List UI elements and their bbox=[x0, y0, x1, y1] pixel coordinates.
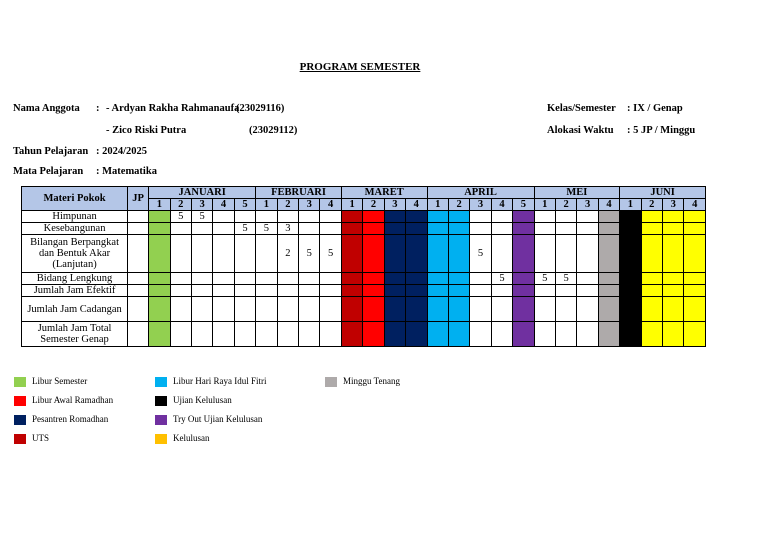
week-cell bbox=[149, 297, 170, 322]
week-cell bbox=[577, 297, 598, 322]
materi-cell: Kesebangunan bbox=[22, 223, 128, 235]
week-cell bbox=[384, 285, 405, 297]
week-cell bbox=[149, 211, 170, 223]
month-header: JUNI bbox=[620, 187, 706, 199]
week-header: 4 bbox=[406, 199, 427, 211]
month-header: JANUARI bbox=[149, 187, 256, 199]
week-header: 3 bbox=[299, 199, 320, 211]
week-cell bbox=[384, 297, 405, 322]
week-cell bbox=[620, 223, 641, 235]
week-cell bbox=[470, 223, 491, 235]
week-cell bbox=[341, 285, 362, 297]
week-header: 1 bbox=[149, 199, 170, 211]
week-cell: 5 bbox=[320, 235, 341, 273]
legend-item bbox=[14, 376, 87, 387]
week-cell bbox=[598, 273, 619, 285]
week-cell bbox=[448, 285, 469, 297]
month-header-row bbox=[22, 187, 706, 199]
week-cell bbox=[577, 273, 598, 285]
week-cell bbox=[448, 223, 469, 235]
week-cell bbox=[256, 322, 277, 347]
month-header: APRIL bbox=[427, 187, 534, 199]
week-cell bbox=[234, 235, 255, 273]
week-cell bbox=[234, 285, 255, 297]
legend-label: Libur Semester bbox=[32, 376, 88, 386]
jp-cell bbox=[128, 285, 149, 297]
week-cell: 5 bbox=[234, 223, 255, 235]
week-cell bbox=[470, 297, 491, 322]
legend-item bbox=[155, 414, 262, 425]
week-cell: 5 bbox=[470, 235, 491, 273]
week-header: 3 bbox=[662, 199, 683, 211]
legend-swatch bbox=[14, 434, 26, 444]
week-cell bbox=[234, 297, 255, 322]
week-cell bbox=[555, 211, 576, 223]
week-cell: 2 bbox=[277, 235, 298, 273]
jp-cell bbox=[128, 322, 149, 347]
table-row bbox=[22, 285, 706, 297]
week-cell bbox=[641, 273, 662, 285]
week-header: 2 bbox=[277, 199, 298, 211]
week-cell bbox=[620, 297, 641, 322]
week-cell bbox=[598, 235, 619, 273]
week-cell bbox=[363, 235, 384, 273]
legend-label: Libur Hari Raya Idul Fitri bbox=[173, 376, 267, 386]
header-jp: JP bbox=[128, 187, 149, 211]
week-cell bbox=[534, 285, 555, 297]
week-cell bbox=[341, 235, 362, 273]
materi-cell: Bilangan Berpangkat dan Bentuk Akar (Lanjutan) bbox=[22, 235, 128, 273]
week-cell bbox=[577, 211, 598, 223]
legend-swatch bbox=[14, 415, 26, 425]
week-cell bbox=[513, 297, 534, 322]
legend-label: Minggu Tenang bbox=[343, 376, 400, 386]
alokasi-label: Alokasi Waktu bbox=[547, 125, 614, 136]
week-cell bbox=[170, 285, 191, 297]
tahun-value: : 2024/2025 bbox=[96, 146, 148, 157]
week-cell bbox=[191, 285, 212, 297]
week-cell bbox=[534, 223, 555, 235]
week-cell bbox=[384, 223, 405, 235]
week-cell bbox=[256, 297, 277, 322]
week-cell bbox=[149, 273, 170, 285]
week-cell: 5 bbox=[170, 211, 191, 223]
legend-label: UTS bbox=[32, 433, 50, 443]
week-cell bbox=[555, 285, 576, 297]
week-cell bbox=[299, 297, 320, 322]
week-cell bbox=[170, 235, 191, 273]
week-cell bbox=[149, 322, 170, 347]
week-cell bbox=[534, 211, 555, 223]
week-cell bbox=[577, 235, 598, 273]
week-cell bbox=[534, 235, 555, 273]
week-header: 3 bbox=[191, 199, 212, 211]
legend-swatch bbox=[14, 377, 26, 387]
kelas-label: Kelas/Semester bbox=[547, 103, 616, 114]
legend-label: Ujian Kelulusan bbox=[173, 395, 232, 405]
week-cell bbox=[684, 223, 706, 235]
tahun-label: Tahun Pelajaran bbox=[13, 146, 89, 157]
legend-label: Libur Awal Ramadhan bbox=[32, 395, 114, 405]
week-cell bbox=[662, 223, 683, 235]
week-cell bbox=[234, 273, 255, 285]
legend-item bbox=[155, 395, 232, 406]
week-cell bbox=[448, 235, 469, 273]
page-title: PROGRAM SEMESTER bbox=[299, 61, 421, 73]
week-header: 1 bbox=[427, 199, 448, 211]
week-cell bbox=[448, 273, 469, 285]
week-cell: 5 bbox=[534, 273, 555, 285]
week-cell bbox=[684, 211, 706, 223]
legend-item bbox=[14, 433, 49, 444]
week-cell bbox=[256, 285, 277, 297]
week-cell bbox=[384, 273, 405, 285]
week-header: 1 bbox=[256, 199, 277, 211]
week-cell bbox=[598, 297, 619, 322]
week-cell bbox=[191, 235, 212, 273]
week-cell: 5 bbox=[491, 273, 512, 285]
week-cell bbox=[363, 273, 384, 285]
week-cell bbox=[448, 297, 469, 322]
week-cell bbox=[384, 211, 405, 223]
week-header: 2 bbox=[555, 199, 576, 211]
week-cell bbox=[470, 211, 491, 223]
week-header: 2 bbox=[448, 199, 469, 211]
header-materi: Materi Pokok bbox=[22, 187, 128, 211]
week-cell bbox=[213, 273, 234, 285]
week-cell bbox=[170, 322, 191, 347]
week-cell bbox=[191, 223, 212, 235]
week-cell bbox=[684, 235, 706, 273]
week-cell bbox=[213, 297, 234, 322]
week-cell bbox=[491, 223, 512, 235]
week-cell bbox=[406, 223, 427, 235]
week-cell bbox=[641, 285, 662, 297]
week-cell bbox=[598, 223, 619, 235]
week-cell bbox=[299, 211, 320, 223]
program-semester-table bbox=[21, 186, 706, 347]
legend-swatch bbox=[14, 396, 26, 406]
table-body bbox=[22, 211, 706, 347]
table-row bbox=[22, 322, 706, 347]
week-cell bbox=[320, 211, 341, 223]
week-cell bbox=[620, 235, 641, 273]
legend-label: Kelulusan bbox=[173, 433, 210, 443]
week-cell bbox=[491, 285, 512, 297]
week-cell bbox=[363, 223, 384, 235]
legend-swatch bbox=[155, 377, 167, 387]
week-header: 1 bbox=[341, 199, 362, 211]
week-cell bbox=[384, 322, 405, 347]
anggota2-id: (23029112) bbox=[249, 125, 298, 136]
week-header: 3 bbox=[470, 199, 491, 211]
week-cell bbox=[149, 223, 170, 235]
week-cell bbox=[213, 235, 234, 273]
alokasi-value: : 5 JP / Minggu bbox=[627, 125, 696, 136]
week-cell bbox=[256, 211, 277, 223]
week-cell bbox=[641, 223, 662, 235]
week-cell bbox=[170, 297, 191, 322]
week-cell bbox=[170, 273, 191, 285]
week-cell bbox=[491, 297, 512, 322]
week-cell bbox=[191, 273, 212, 285]
week-cell bbox=[577, 285, 598, 297]
week-cell bbox=[641, 322, 662, 347]
week-cell bbox=[277, 297, 298, 322]
jp-cell bbox=[128, 211, 149, 223]
legend-swatch bbox=[155, 434, 167, 444]
legend-item bbox=[155, 433, 210, 444]
week-cell bbox=[427, 235, 448, 273]
legend-item bbox=[14, 414, 108, 425]
week-cell bbox=[363, 285, 384, 297]
materi-cell: Himpunan bbox=[22, 211, 128, 223]
week-cell bbox=[620, 322, 641, 347]
week-header: 3 bbox=[577, 199, 598, 211]
week-cell bbox=[427, 297, 448, 322]
legend-swatch bbox=[155, 415, 167, 425]
week-cell bbox=[406, 322, 427, 347]
materi-cell: Bidang Lengkung bbox=[22, 273, 128, 285]
legend-item bbox=[155, 376, 266, 387]
week-header: 4 bbox=[320, 199, 341, 211]
week-cell bbox=[598, 285, 619, 297]
week-cell: 3 bbox=[277, 223, 298, 235]
week-cell bbox=[534, 322, 555, 347]
materi-cell: Jumlah Jam Efektif bbox=[22, 285, 128, 297]
week-header: 2 bbox=[363, 199, 384, 211]
week-cell: 5 bbox=[555, 273, 576, 285]
week-cell bbox=[256, 273, 277, 285]
week-cell bbox=[662, 273, 683, 285]
week-cell bbox=[341, 297, 362, 322]
week-header: 4 bbox=[213, 199, 234, 211]
week-cell bbox=[406, 285, 427, 297]
week-cell bbox=[555, 322, 576, 347]
week-cell bbox=[149, 235, 170, 273]
week-cell bbox=[256, 235, 277, 273]
week-cell bbox=[427, 273, 448, 285]
anggota2-name: - Zico Riski Putra bbox=[106, 125, 187, 136]
week-cell bbox=[470, 273, 491, 285]
week-cell bbox=[341, 273, 362, 285]
week-cell bbox=[662, 235, 683, 273]
week-cell bbox=[213, 211, 234, 223]
week-header: 1 bbox=[534, 199, 555, 211]
week-cell bbox=[320, 297, 341, 322]
week-cell bbox=[320, 285, 341, 297]
week-cell bbox=[641, 297, 662, 322]
week-cell bbox=[662, 322, 683, 347]
week-cell bbox=[470, 285, 491, 297]
week-cell bbox=[299, 273, 320, 285]
week-cell bbox=[213, 322, 234, 347]
week-header: 4 bbox=[491, 199, 512, 211]
week-cell bbox=[513, 273, 534, 285]
week-cell bbox=[513, 211, 534, 223]
week-cell bbox=[427, 223, 448, 235]
week-cell bbox=[191, 297, 212, 322]
materi-cell: Jumlah Jam Total Semester Genap bbox=[22, 322, 128, 347]
table-row bbox=[22, 235, 706, 273]
week-cell bbox=[448, 211, 469, 223]
week-cell bbox=[513, 285, 534, 297]
week-cell bbox=[555, 297, 576, 322]
jp-cell bbox=[128, 235, 149, 273]
week-cell bbox=[577, 322, 598, 347]
week-header: 4 bbox=[598, 199, 619, 211]
week-cell bbox=[641, 211, 662, 223]
week-cell bbox=[491, 211, 512, 223]
week-cell bbox=[662, 211, 683, 223]
week-cell bbox=[684, 273, 706, 285]
week-cell bbox=[299, 285, 320, 297]
jp-cell bbox=[128, 223, 149, 235]
week-cell bbox=[277, 273, 298, 285]
week-cell bbox=[363, 211, 384, 223]
anggota-label: Nama Anggota bbox=[13, 103, 80, 114]
week-header: 5 bbox=[234, 199, 255, 211]
table-row bbox=[22, 273, 706, 285]
week-cell bbox=[620, 273, 641, 285]
week-header: 4 bbox=[684, 199, 706, 211]
week-cell bbox=[277, 322, 298, 347]
month-header: MEI bbox=[534, 187, 620, 199]
week-cell bbox=[620, 285, 641, 297]
week-cell bbox=[684, 297, 706, 322]
week-cell bbox=[341, 322, 362, 347]
week-cell bbox=[277, 285, 298, 297]
week-cell bbox=[320, 322, 341, 347]
week-cell bbox=[341, 211, 362, 223]
week-cell bbox=[406, 273, 427, 285]
week-cell bbox=[491, 235, 512, 273]
week-cell bbox=[384, 235, 405, 273]
week-cell bbox=[234, 322, 255, 347]
week-cell bbox=[213, 285, 234, 297]
legend-label: Pesantren Romadhan bbox=[32, 414, 109, 424]
week-cell: 5 bbox=[256, 223, 277, 235]
week-cell bbox=[448, 322, 469, 347]
week-cell bbox=[320, 273, 341, 285]
week-cell bbox=[149, 285, 170, 297]
anggota-separator: : bbox=[96, 103, 100, 114]
anggota1-name: - Ardyan Rakha Rahmanaufa bbox=[106, 103, 240, 114]
week-header: 2 bbox=[641, 199, 662, 211]
week-cell bbox=[406, 211, 427, 223]
legend-item bbox=[14, 395, 113, 406]
week-header: 3 bbox=[384, 199, 405, 211]
week-cell bbox=[598, 211, 619, 223]
table-row bbox=[22, 211, 706, 223]
week-cell bbox=[662, 285, 683, 297]
week-cell bbox=[191, 322, 212, 347]
week-cell bbox=[363, 297, 384, 322]
legend-swatch bbox=[325, 377, 337, 387]
materi-cell: Jumlah Jam Cadangan bbox=[22, 297, 128, 322]
week-cell: 5 bbox=[299, 235, 320, 273]
kelas-value: : IX / Genap bbox=[627, 103, 683, 114]
legend-swatch bbox=[155, 396, 167, 406]
week-cell bbox=[513, 322, 534, 347]
mapel-value: : Matematika bbox=[96, 166, 157, 177]
week-cell bbox=[534, 297, 555, 322]
week-cell bbox=[427, 211, 448, 223]
week-cell bbox=[299, 223, 320, 235]
week-cell bbox=[555, 223, 576, 235]
week-cell bbox=[684, 285, 706, 297]
week-cell bbox=[363, 322, 384, 347]
week-cell bbox=[406, 297, 427, 322]
week-header: 5 bbox=[513, 199, 534, 211]
week-cell bbox=[620, 211, 641, 223]
week-cell bbox=[577, 223, 598, 235]
week-cell bbox=[427, 285, 448, 297]
week-cell: 5 bbox=[191, 211, 212, 223]
jp-cell bbox=[128, 297, 149, 322]
jp-cell bbox=[128, 273, 149, 285]
week-cell bbox=[684, 322, 706, 347]
week-cell bbox=[513, 223, 534, 235]
week-header: 2 bbox=[170, 199, 191, 211]
week-cell bbox=[555, 235, 576, 273]
table-row bbox=[22, 223, 706, 235]
mapel-label: Mata Pelajaran bbox=[13, 166, 84, 177]
month-header: MARET bbox=[341, 187, 427, 199]
week-cell bbox=[320, 223, 341, 235]
legend-item bbox=[325, 376, 400, 387]
week-cell bbox=[427, 322, 448, 347]
week-cell bbox=[299, 322, 320, 347]
week-cell bbox=[513, 235, 534, 273]
legend-label: Try Out Ujian Kelulusan bbox=[173, 414, 263, 424]
table-row bbox=[22, 297, 706, 322]
week-cell bbox=[662, 297, 683, 322]
week-cell bbox=[341, 223, 362, 235]
anggota1-id: (23029116) bbox=[236, 103, 285, 114]
week-cell bbox=[470, 322, 491, 347]
week-cell bbox=[277, 211, 298, 223]
week-cell bbox=[641, 235, 662, 273]
week-header: 1 bbox=[620, 199, 641, 211]
week-cell bbox=[213, 223, 234, 235]
week-cell bbox=[170, 223, 191, 235]
week-cell bbox=[406, 235, 427, 273]
week-cell bbox=[491, 322, 512, 347]
week-cell bbox=[598, 322, 619, 347]
month-header: FEBRUARI bbox=[256, 187, 342, 199]
week-cell bbox=[234, 211, 255, 223]
